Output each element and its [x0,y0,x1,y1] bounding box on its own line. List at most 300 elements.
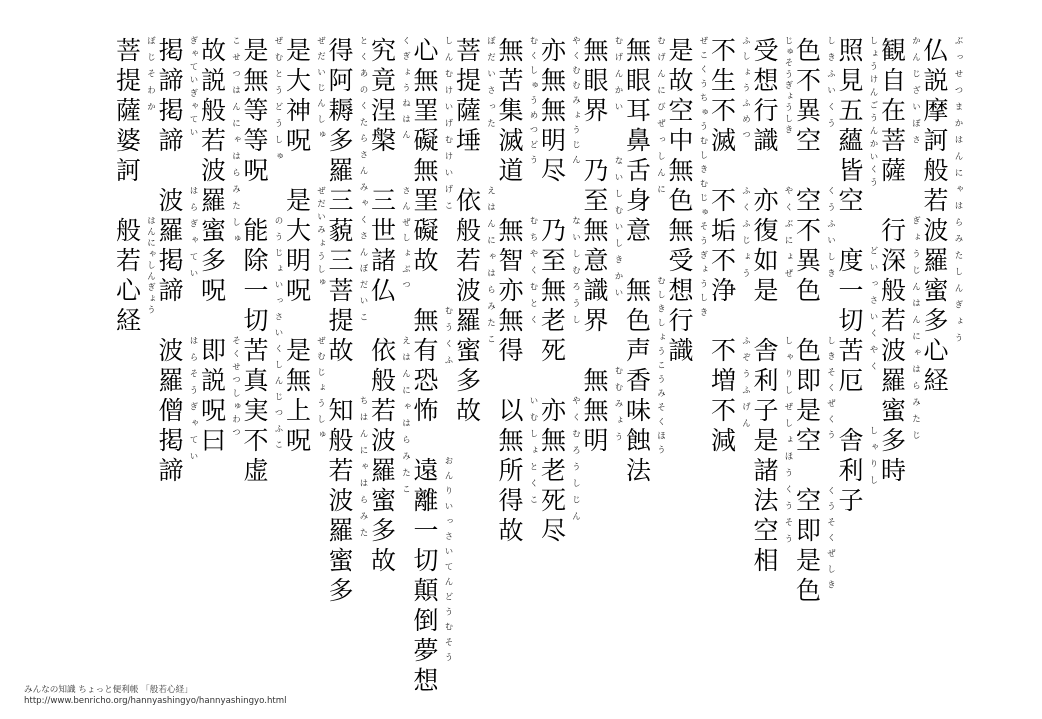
furigana-reading: むげんかい [613,36,623,119]
kanji-char: 亦 [540,396,566,425]
kanji-char: 顛 [413,576,439,605]
kanji-char: 死 [540,486,566,515]
kanji-char: 般 [328,426,354,455]
kanji-char: 提 [115,66,141,95]
kanji-char: 是 [285,186,311,215]
kanji-char: 呪 [285,276,311,305]
kanji-char: 意 [625,216,651,245]
kanji-char: 遠 [413,456,439,485]
furigana-reading: そくせつしゅわつ [230,336,241,441]
furigana-reading: ぎゃていぎゃてい [188,36,198,141]
kanji-char: 呪 [200,396,226,425]
kanji-char: 相 [753,546,779,575]
kanji-char: 般 [880,276,906,305]
kanji-char: 般 [200,96,226,125]
kanji-char: 薩 [455,96,481,125]
kanji-char: 亦 [540,36,566,65]
kanji-char: 無 [668,156,694,185]
kanji-char: 蜜 [455,336,481,365]
kanji-char: 香 [625,366,651,395]
kanji-char: 多 [328,126,354,155]
furigana-reading: ちはんにゃはらみた [358,396,368,545]
kanji-char: 色 [795,36,821,65]
kanji-char: 無 [583,216,609,245]
furigana-reading: ないしむろうし [570,216,581,332]
kanji-char: 波 [158,186,184,215]
kanji-char: 諦 [158,126,184,155]
kanji-char: 不 [710,96,736,125]
sutra-phrase [582,366,626,456]
kanji-char: 浄 [710,276,736,305]
kanji-char: 羅 [923,246,949,275]
sutra-phrase [412,36,456,276]
kanji-char: 識 [753,126,779,155]
furigana-reading: くうふいしき [825,186,836,285]
kanji-char: 深 [880,246,906,275]
kanji-char: 波 [328,486,354,515]
kanji-char: 想 [413,666,439,695]
kanji-char: 不 [710,186,736,215]
kanji-char: 礙 [413,216,439,245]
kanji-char: 世 [370,216,396,245]
furigana-reading: むくしゅうめつどう [528,36,538,170]
kanji-char: 在 [880,96,906,125]
kanji-char: 故 [200,36,226,65]
kanji-char: 埵 [455,126,481,155]
furigana-reading: のうじょいっさいくしんじつふこ [273,216,283,456]
kanji-char: 界 [583,306,609,335]
sutra-phrase [370,336,414,576]
kanji-char: 等 [243,96,269,125]
kanji-char: 神 [285,96,311,125]
sutra-phrase [497,396,541,546]
furigana-reading: しゃりしぜしょほうくうそう [783,336,793,551]
kanji-char: 蜜 [200,216,226,245]
sutra-phrase [710,336,754,456]
furigana-reading: しょうけんごうんかいくう [868,36,878,191]
sutra-phrase [412,456,456,696]
kanji-char: 味 [625,396,651,425]
kanji-char: 実 [243,396,269,425]
kanji-char: 波 [923,216,949,245]
kanji-char: 訶 [923,126,949,155]
kanji-char: 是 [753,276,779,305]
kanji-char: 多 [370,516,396,545]
sutra-phrase [242,36,286,186]
kanji-char: 切 [243,306,269,335]
kanji-char: 恐 [413,366,439,395]
sutra-phrase [455,36,499,156]
kanji-char: 不 [710,246,736,275]
kanji-char: 明 [540,126,566,155]
furigana-reading: ぜだいじんしゅ [315,36,326,146]
kanji-char: 所 [498,456,524,485]
kanji-char: 無 [498,426,524,455]
furigana-reading: ぜだいみょうしゅ [315,186,326,291]
kanji-char: 異 [795,96,821,125]
kanji-char: 得 [328,36,354,65]
kanji-char: 一 [243,276,269,305]
kanji-char: 説 [200,366,226,395]
kanji-char: 耨 [328,96,354,125]
sutra-phrase [880,216,924,486]
kanji-char: 老 [540,306,566,335]
kanji-char: 法 [625,456,651,485]
furigana-reading: くうそくぜしき [825,486,836,596]
sutra-phrase [582,156,626,336]
kanji-char: 色 [668,186,694,215]
kanji-char: 多 [328,576,354,605]
kanji-char: 諸 [370,246,396,275]
sutra-phrase [285,336,329,456]
kanji-char: 想 [753,66,779,95]
sutra-phrase [922,36,966,396]
kanji-char: 苦 [498,66,524,95]
kanji-char: 明 [583,426,609,455]
kanji-char: 色 [795,576,821,605]
kanji-char: 時 [880,456,906,485]
kanji-char: 無 [540,426,566,455]
kanji-char: 提 [328,306,354,335]
kanji-char: 以 [498,396,524,425]
kanji-char: 若 [370,396,396,425]
kanji-char: 多 [880,426,906,455]
sutra-phrase [625,276,669,486]
sutra-phrase [497,216,541,366]
kanji-char: 摩 [923,96,949,125]
kanji-char: 波 [158,336,184,365]
kanji-char: 三 [328,186,354,215]
kanji-char: 無 [625,36,651,65]
furigana-reading: えはんにゃはらみたこ [400,336,411,501]
furigana-reading: むしきしょうこうみそくほう [655,276,666,460]
kanji-char: 菩 [455,36,481,65]
kanji-char: 菩 [115,36,141,65]
kanji-char: 羅 [158,216,184,245]
kanji-char: 羅 [200,186,226,215]
kanji-char: 声 [625,336,651,365]
kanji-char: 受 [753,36,779,65]
kanji-char: 藐 [328,216,354,245]
kanji-char: 依 [455,186,481,215]
kanji-char: 観 [880,36,906,65]
furigana-reading: どいっさいくやく [868,246,878,378]
sutra-phrase [200,336,244,456]
kanji-char: 空 [753,516,779,545]
kanji-char: 識 [583,276,609,305]
sutra-phrase [285,186,329,306]
kanji-char: 空 [795,186,821,215]
furigana-reading: ふしょうふめつ [740,36,751,146]
kanji-char: 離 [413,486,439,515]
kanji-char: 諦 [158,456,184,485]
kanji-char: 有 [413,336,439,365]
kanji-char: 薩 [115,96,141,125]
furigana-reading: しゃりし [868,426,878,492]
sutra-phrase [880,36,924,186]
furigana-reading: おんりいっさいてんどうむそう [443,456,453,668]
kanji-char: 眼 [625,66,651,95]
kanji-char: 色 [795,336,821,365]
kanji-char: 薩 [880,156,906,185]
kanji-char: 不 [710,336,736,365]
kanji-char: 波 [880,336,906,365]
kanji-char: 怖 [413,396,439,425]
kanji-char: 是 [285,36,311,65]
kanji-char: 羅 [328,516,354,545]
kanji-char: 掲 [158,426,184,455]
kanji-char: 槃 [370,126,396,155]
kanji-char: 利 [838,456,864,485]
kanji-char: 意 [583,246,609,275]
furigana-reading: かんじざいぼさ [910,36,921,152]
kanji-char: 是 [243,36,269,65]
kanji-char: 舌 [625,156,651,185]
kanji-char: 心 [923,336,949,365]
sutra-phrase [752,36,796,156]
kanji-char: 無 [413,156,439,185]
kanji-char: 即 [795,366,821,395]
kanji-char: 経 [115,306,141,335]
kanji-char: 是 [285,336,311,365]
sutra-phrase [795,186,839,306]
furigana-reading: しきそくぜくう [825,336,836,446]
kanji-char: 切 [838,306,864,335]
sutra-phrase [157,186,201,306]
kanji-char: 掲 [158,36,184,65]
kanji-char: 多 [200,246,226,275]
furigana-reading: ぎょうじんはんにゃはらみたじ [910,216,921,447]
sutra-phrase [752,186,796,306]
kanji-char: 蜜 [880,396,906,425]
kanji-char: 無 [625,276,651,305]
furigana-reading: やくむろうしじん [570,396,581,528]
kanji-char: 波 [200,156,226,185]
kanji-char: 説 [200,66,226,95]
kanji-char: 多 [923,306,949,335]
kanji-char: 波 [370,426,396,455]
furigana-reading: とくあのくたらさんみゃくさんぼだいこ [358,36,368,329]
kanji-char: 般 [455,216,481,245]
sutra-phrase [242,216,286,486]
furigana-reading: しきふいくう [825,36,836,135]
source-url[interactable]: http://www.benricho.org/hannyashingyo/hannyashingyo.html [24,696,287,706]
kanji-char: 涅 [370,96,396,125]
kanji-char: 一 [838,276,864,305]
kanji-char: 不 [795,216,821,245]
kanji-char: 無 [413,66,439,95]
sutra-phrase [327,396,371,606]
kanji-char: 五 [838,96,864,125]
kanji-char: 色 [625,306,651,335]
kanji-char: 減 [710,426,736,455]
sutra-phrase [327,36,371,366]
kanji-char: 鼻 [625,126,651,155]
kanji-char: 波 [455,276,481,305]
kanji-char: 婆 [115,126,141,155]
furigana-reading: さんぜしょぶつ [400,186,411,296]
kanji-char: 自 [880,66,906,95]
furigana-reading: はらそうぎゃてい [188,336,198,468]
kanji-char: 羅 [880,366,906,395]
sutra-phrase [795,36,839,156]
kanji-char: 三 [370,186,396,215]
kanji-char: 罣 [413,96,439,125]
kanji-char: 行 [668,306,694,335]
kanji-char: 度 [838,246,864,275]
kanji-char: 若 [455,246,481,275]
sutra-phrase [412,306,456,426]
kanji-char: 除 [243,246,269,275]
kanji-char: 故 [413,246,439,275]
furigana-reading: ふぞうふげん [740,336,751,435]
kanji-char: 無 [540,66,566,95]
kanji-char: 死 [540,336,566,365]
kanji-char: 依 [370,336,396,365]
kanji-char: 故 [328,336,354,365]
kanji-char: 識 [668,336,694,365]
sutra-phrase [200,36,244,306]
furigana-reading: ぜむじょうしゅ [315,336,326,446]
kanji-char: 蜜 [328,546,354,575]
source-credit [24,685,287,707]
kanji-char: 大 [285,216,311,245]
furigana-reading: くぎょうねはん [400,36,411,146]
furigana-reading: ぜむとうどうしゅ [273,36,283,168]
kanji-char: 菩 [880,126,906,155]
furigana-reading: はらぎゃてい [188,186,198,285]
kanji-char: 若 [880,306,906,335]
kanji-char: 僧 [158,396,184,425]
kanji-char: 滅 [710,126,736,155]
kanji-char: 諦 [158,66,184,95]
kanji-char: 亦 [753,186,779,215]
kanji-char: 多 [455,366,481,395]
kanji-char: 三 [328,246,354,275]
kanji-char: 老 [540,456,566,485]
kanji-char: 上 [285,396,311,425]
kanji-char: 等 [243,126,269,155]
kanji-char: 滅 [498,126,524,155]
kanji-char: 不 [710,396,736,425]
kanji-char: 無 [583,396,609,425]
sutra-phrase [752,336,796,576]
furigana-reading: しんむけいげむけいげこ [443,36,453,218]
kanji-char: 蜜 [370,486,396,515]
kanji-char: 大 [285,66,311,95]
kanji-char: 異 [795,246,821,275]
furigana-reading: はんにゃしんぎょう [145,216,156,317]
kanji-char: 想 [668,276,694,305]
kanji-char: 法 [753,486,779,515]
sutra-phrase [540,216,584,366]
kanji-char: 即 [795,516,821,545]
kanji-char: 生 [710,66,736,95]
kanji-char: 蘊 [838,126,864,155]
kanji-char: 空 [668,96,694,125]
kanji-char: 色 [795,276,821,305]
furigana-reading: ふくふじょう [740,186,751,285]
sutra-phrase [455,186,499,426]
furigana-reading: ないしむいしきかい [613,156,623,305]
kanji-char: 至 [583,186,609,215]
kanji-char: 真 [243,366,269,395]
furigana-reading: やくむむみょうじん [570,36,581,170]
kanji-char: 是 [795,546,821,575]
kanji-char: 即 [200,336,226,365]
furigana-reading: むげんにびぜっしんに [655,36,666,201]
sutra-phrase [540,396,584,546]
kanji-char: 空 [838,186,864,215]
kanji-char: 無 [540,96,566,125]
kanji-char: 般 [370,366,396,395]
kanji-char: 無 [668,216,694,245]
kanji-char: 呪 [285,126,311,155]
kanji-char: 無 [540,276,566,305]
sutra-phrase [710,186,754,306]
sutra-phrase [667,36,711,366]
sutra-phrase [837,426,881,516]
kanji-char: 若 [200,126,226,155]
kanji-char: 無 [498,216,524,245]
kanji-char: 一 [413,516,439,545]
furigana-reading: むむみょう [613,366,623,449]
kanji-char: 羅 [158,366,184,395]
kanji-char: 羅 [370,456,396,485]
sutra-phrase [795,486,839,606]
kanji-char: 得 [498,336,524,365]
kanji-char: 無 [413,306,439,335]
kanji-char: 垢 [710,216,736,245]
kanji-char: 是 [668,36,694,65]
kanji-char: 倒 [413,606,439,635]
kanji-char: 眼 [583,66,609,95]
kanji-char: 智 [498,246,524,275]
kanji-char: 心 [413,36,439,65]
kanji-char: 呪 [200,276,226,305]
kanji-char: 菩 [328,276,354,305]
kanji-char: 故 [668,66,694,95]
kanji-char: 心 [115,276,141,305]
kanji-char: 掲 [158,96,184,125]
kanji-char: 羅 [455,306,481,335]
kanji-char: 竟 [370,66,396,95]
kanji-char: 復 [753,216,779,245]
kanji-char: 般 [923,156,949,185]
furigana-reading: ぼだいさった [485,36,496,135]
kanji-char: 呪 [243,156,269,185]
kanji-char: 能 [243,216,269,245]
kanji-char: 若 [923,186,949,215]
furigana-reading: ぼじそわか [145,36,156,119]
kanji-char: 無 [498,36,524,65]
kanji-char: 故 [498,516,524,545]
kanji-char: 行 [753,96,779,125]
furigana-reading: じゅそうぎょうしき [783,36,793,137]
kanji-char: 子 [753,396,779,425]
sutra-phrase [370,36,414,156]
kanji-char: 得 [498,486,524,515]
sutra-phrase [115,36,159,186]
sutra-phrase [115,216,159,336]
source-title: みんなの知識 ちょっと便利帳 「般若心経」 [24,685,193,695]
kanji-char: 阿 [328,66,354,95]
kanji-char: 舎 [838,426,864,455]
kanji-char: 道 [498,156,524,185]
kanji-char: 至 [540,246,566,275]
furigana-reading: むちやくむとく [528,216,538,332]
kanji-char: 尽 [540,516,566,545]
